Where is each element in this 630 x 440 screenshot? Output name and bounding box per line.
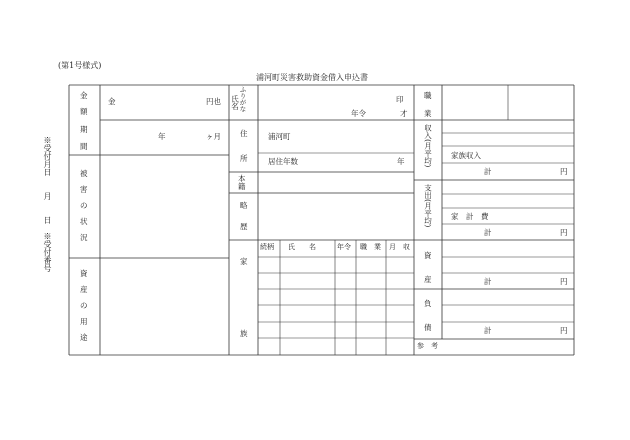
income-total-label: 計 (484, 167, 492, 176)
assets-total-label: 計 (484, 277, 492, 286)
use-label-1: 資 (80, 269, 88, 278)
assets-label-2: 産 (424, 275, 432, 284)
occupation-label-2: 業 (424, 109, 432, 118)
use-label-2: 産 (80, 285, 88, 294)
address-label-1: 住 (240, 129, 248, 138)
liabilities-total-yen: 円 (560, 326, 568, 335)
expense-label: 支出(月平均) (423, 184, 433, 228)
family-label-2: 族 (240, 329, 248, 338)
period-label-1: 期 (80, 125, 88, 134)
age-label: 年令 (351, 109, 366, 118)
period-year-unit: 年 (158, 132, 166, 141)
seal-mark: 印 (396, 95, 404, 104)
use-label-4: 用 (80, 317, 88, 326)
residence-years-unit: 年 (397, 157, 405, 166)
history-label-1: 略 (240, 201, 248, 210)
use-label-5: 途 (80, 333, 88, 342)
receipt-margin-label: ※受付月日 月 日 ※受付番号 (43, 136, 52, 272)
domicile-label-2: 籍 (238, 182, 246, 191)
history-label-2: 歴 (240, 222, 248, 231)
occupation-label-1: 職 (424, 91, 432, 100)
period-label-2: 間 (80, 142, 88, 151)
age-unit: 才 (400, 109, 408, 118)
family-col-age: 年令 (337, 243, 351, 251)
amount-prefix: 金 (108, 97, 116, 106)
liabilities-label-2: 債 (424, 323, 432, 332)
liabilities-label-1: 負 (424, 299, 432, 308)
damage-label-4: 状 (80, 217, 88, 226)
form-number: (第1号様式) (58, 61, 102, 70)
family-income-label: 家族収入 (451, 151, 481, 160)
income-label: 収入(月平均) (423, 124, 433, 168)
damage-label-3: の (80, 201, 88, 210)
address-town: 浦河町 (268, 132, 291, 141)
amount-suffix: 円也 (206, 97, 221, 106)
form-title: 浦河町災害救助資金借入申込書 (256, 73, 368, 82)
income-total-yen: 円 (560, 167, 568, 176)
domicile-label-1: 本 (238, 174, 246, 183)
family-col-income: 月 収 (389, 243, 410, 251)
assets-label-1: 資 (424, 251, 432, 260)
expense-total-yen: 円 (560, 228, 568, 237)
address-label-2: 所 (240, 154, 248, 163)
amount-label-2: 額 (80, 107, 88, 116)
damage-label-2: 害 (80, 185, 88, 194)
name-label: 氏名 (230, 95, 240, 110)
use-label-3: の (80, 301, 88, 310)
damage-label-5: 況 (80, 233, 88, 242)
period-month-unit: ヶ月 (206, 132, 221, 141)
amount-label-1: 金 (80, 91, 88, 100)
liabilities-total-label: 計 (484, 326, 492, 335)
family-col-occupation: 職 業 (360, 243, 381, 251)
damage-label-1: 被 (80, 169, 88, 178)
family-col-relation: 続柄 (260, 243, 274, 251)
residence-years-label: 居住年数 (268, 157, 298, 166)
furigana-label: ふりがな (238, 86, 247, 112)
household-expense-label: 家 計 費 (451, 212, 489, 221)
family-label-1: 家 (240, 257, 248, 266)
expense-total-label: 計 (484, 228, 492, 237)
remarks-label: 参 考 (417, 342, 438, 350)
family-col-name: 氏 名 (288, 243, 316, 251)
assets-total-yen: 円 (560, 277, 568, 286)
